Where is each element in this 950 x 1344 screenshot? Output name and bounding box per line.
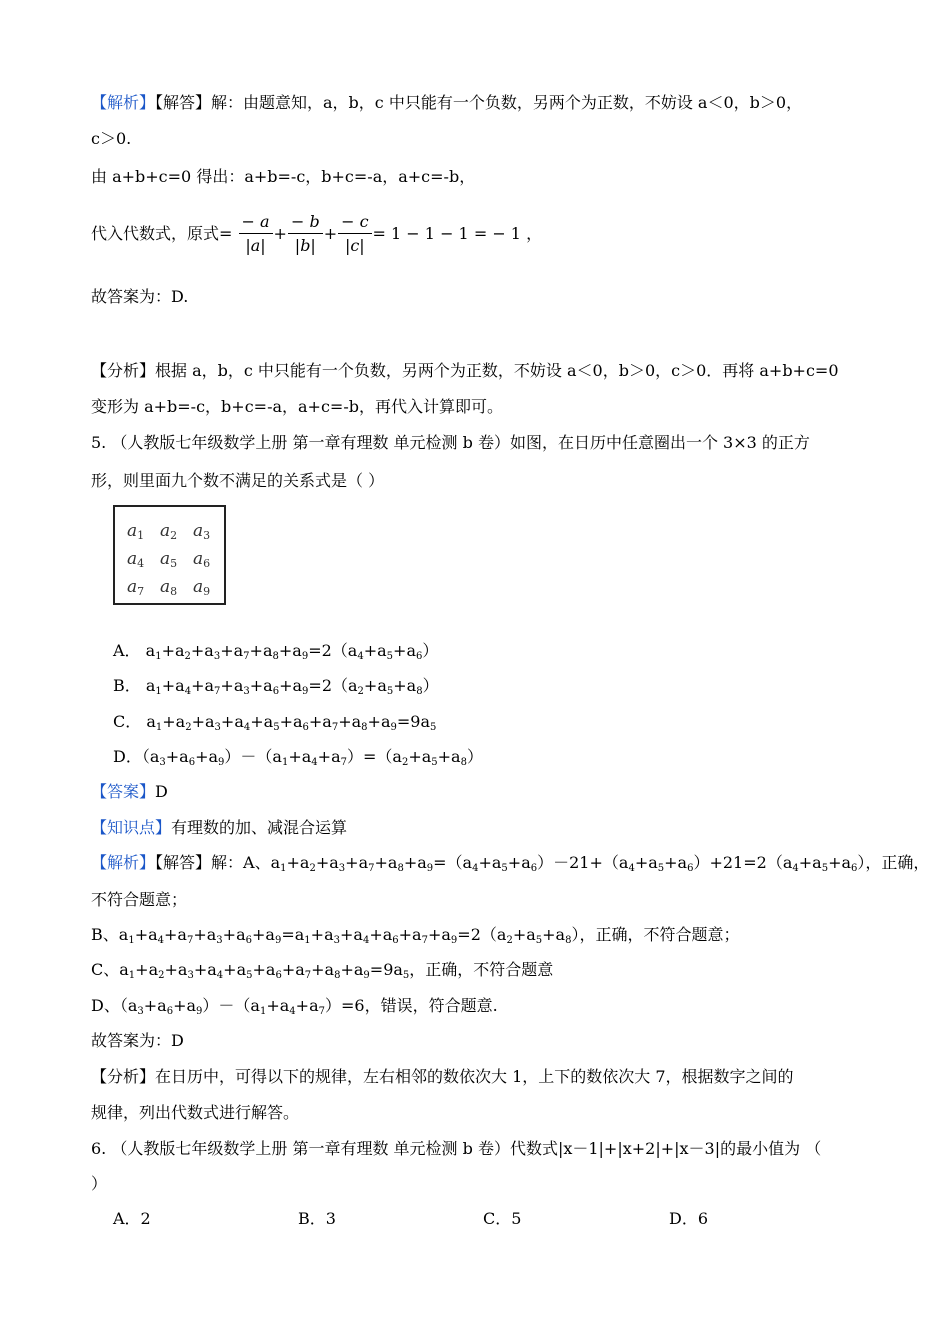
grid-cell-a3: $a_3$ — [193, 521, 211, 542]
plus-sign: + — [273, 224, 287, 243]
answer-tag: 【答案】 — [91, 782, 156, 801]
q5-option-c: C． $a_1+a_2+a_3+a_4+a_5+a_6+a_7+a_8+a_9=9a_5$ — [113, 712, 437, 733]
q5-solution-line-4: C、$a_1+a_2+a_3+a_4+a_5+a_6+a_7+a_8+a_9=9a_5$，正确，不符合题意 — [91, 960, 554, 981]
q4-solution-line-2: c＞0. — [91, 129, 132, 148]
q5-answer-line: 故答案为：D — [91, 1031, 184, 1050]
q6-option-c: C．5 — [483, 1209, 522, 1228]
q4-solution-line-1 — [91, 92, 802, 114]
fraction-b — [288, 211, 323, 258]
knowledge-tag: 【知识点】 — [91, 818, 172, 837]
fraction-c-denominator: |c| — [338, 233, 371, 258]
q5-title-line-2: 形，则里面九个数不满足的关系式是（ ） — [91, 471, 385, 490]
fraction-a-denominator: |a| — [239, 233, 273, 258]
q5-knowledge — [91, 817, 347, 839]
fraction-a-numerator: − a — [241, 212, 270, 231]
q5-solution-line-1: 【解析】【解答】解：A、$a_1+a_2+a_3+a_7+a_8+a_9=(a_4+a_5+a_6)-21+(a_4+a_5+a_6)+21=2(a_4+a_5+a_6)$，正确， — [91, 853, 930, 874]
knowledge-value: 有理数的加、减混合运算 — [171, 818, 348, 837]
q5-answer — [91, 781, 168, 803]
q5-solution-line-2: 不符合题意； — [91, 890, 188, 909]
fraction-b-denominator: |b| — [288, 233, 323, 258]
formula-prefix: 代入代数式，原式= — [91, 224, 233, 243]
plus-sign: + — [323, 224, 338, 243]
grid-cell-a6: $a_6$ — [193, 549, 211, 570]
q4-answer-line: 故答案为：D. — [91, 287, 189, 306]
grid-cell-a4: $a_4$ — [127, 549, 145, 570]
q5-option-a: A． $a_1+a_2+a_3+a_7+a_8+a_9=2(a_4+a_5+a_6)$ — [113, 641, 439, 662]
grid-cell-a1: $a_1$ — [127, 521, 145, 542]
analysis-tag: 【解析】 — [91, 93, 156, 112]
q5-analysis-line-1: 【分析】在日历中，可得以下的规律，左右相邻的数依次大 1，上下的数依次大 7，根据数字之间的 — [91, 1067, 794, 1086]
answer-value: D — [155, 782, 168, 801]
q4-analysis-line-1: 【分析】根据 a，b，c 中只能有一个负数，另两个为正数，不妨设 a＜0，b＞0，c＞0．再将 a+b+c=0 — [91, 361, 839, 380]
calendar-grid-figure — [113, 505, 226, 605]
grid-cell-a7: $a_7$ — [127, 577, 145, 598]
q4-solution-text-1: 【解答】解：由题意知，a，b，c 中只能有一个负数，另两个为正数，不妨设 a＜0，b＞0， — [155, 93, 803, 112]
grid-cell-a5: $a_5$ — [160, 549, 178, 570]
q4-solution-line-3: 由 a+b+c=0 得出：a+b=-c，b+c=-a，a+c=-b， — [91, 167, 476, 186]
q6-option-d: D．6 — [669, 1209, 709, 1228]
q5-option-d: D．$(a_3+a_6+a_9)-(a_1+a_4+a_7)=(a_2+a_5+a_8)$ — [113, 747, 483, 768]
q5-solution-line-5: D、$(a_3+a_6+a_9)-(a_1+a_4+a_7)=6$，错误，符合题意. — [91, 996, 498, 1017]
grid-cell-a9: $a_9$ — [193, 577, 211, 598]
fraction-c-numerator: − c — [341, 212, 369, 231]
analysis-tag: 【解析】 — [91, 853, 156, 872]
fraction-b-numerator: − b — [290, 212, 320, 231]
q6-title-line-1: 6. （人教版七年级数学上册 第一章有理数 单元检测 b 卷）代数式|x－1|+|x+2|+|x－3|的最小值为 （ — [91, 1139, 822, 1158]
grid-cell-a8: $a_8$ — [160, 577, 178, 598]
q4-solution-formula — [91, 208, 542, 260]
formula-result: = 1 − 1 − 1 = − 1 ， — [372, 224, 543, 243]
q5-solution-line-3: B、$a_1+a_4+a_7+a_3+a_6+a_9=a_1+a_3+a_4+a_6+a_7+a_9=2(a_2+a_5+a_8)$，正确，不符合题意； — [91, 925, 740, 946]
q6-option-b: B．3 — [298, 1209, 336, 1228]
q5-title-line-1: 5. （人教版七年级数学上册 第一章有理数 单元检测 b 卷）如图，在日历中任意圈出一个 3×3 的正方 — [91, 433, 810, 452]
q5-option-b: B． $a_1+a_4+a_7+a_3+a_6+a_9=2(a_2+a_5+a_8)$ — [113, 676, 439, 697]
q5-analysis-line-2: 规律，列出代数式进行解答。 — [91, 1103, 300, 1122]
q6-title-line-2: ） — [91, 1174, 108, 1193]
fraction-a — [239, 211, 273, 258]
grid-cell-a2: $a_2$ — [160, 521, 178, 542]
q4-analysis-line-2: 变形为 a+b=-c，b+c=-a，a+c=-b，再代入计算即可。 — [91, 397, 503, 416]
q6-option-a: A．2 — [113, 1209, 151, 1228]
fraction-c — [338, 211, 371, 258]
